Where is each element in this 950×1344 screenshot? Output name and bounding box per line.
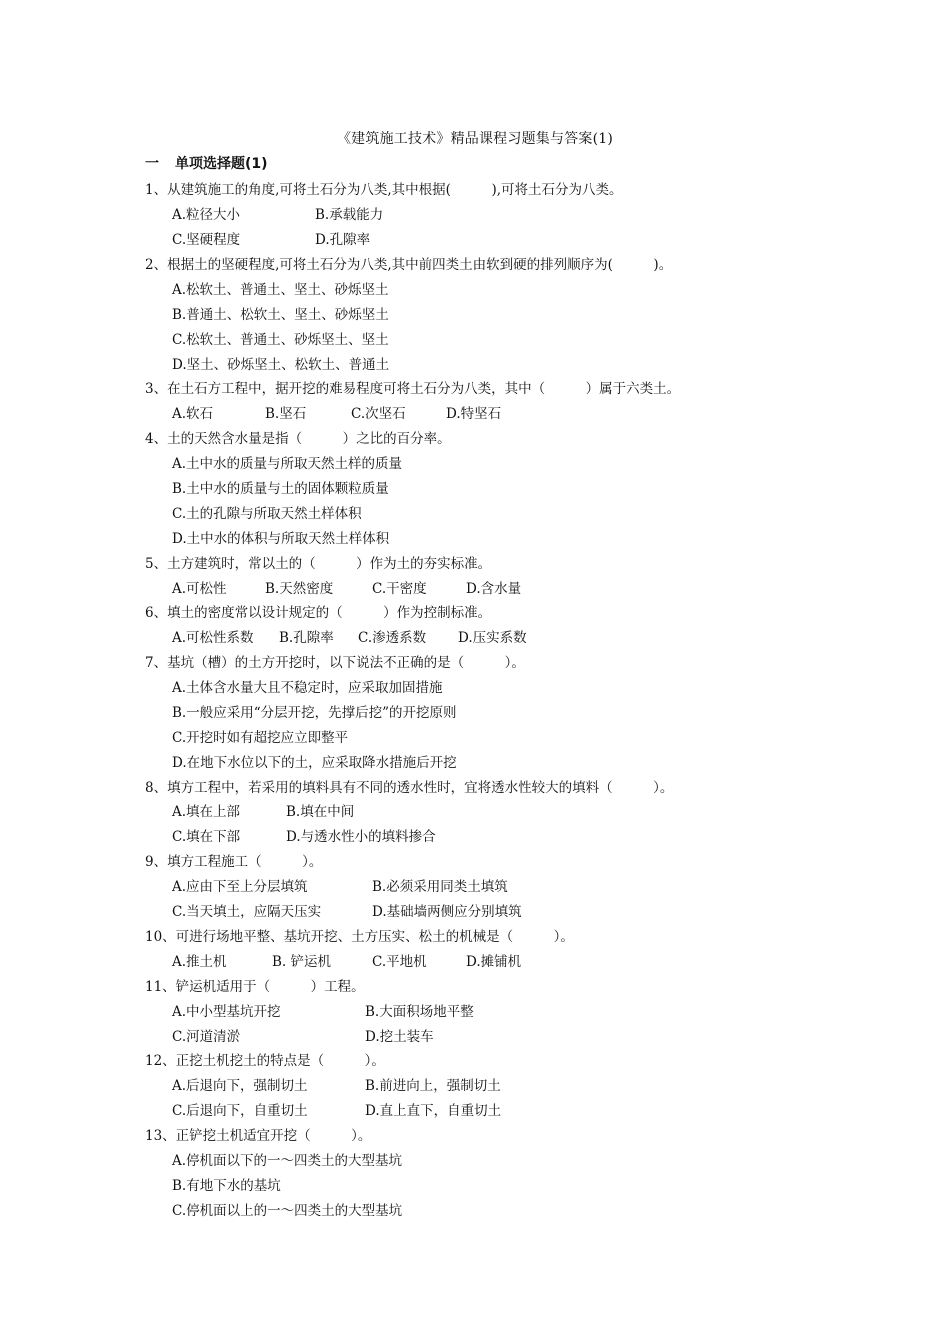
answer-option: A.土体含水量大且不稳定时，应采取加固措施	[172, 680, 443, 696]
answer-option: B.坚石	[265, 406, 307, 422]
answer-option: C.停机面以上的一～四类土的大型基坑	[172, 1203, 403, 1219]
answer-option: D.直上直下，自重切土	[365, 1103, 502, 1119]
section-number: 一	[145, 156, 159, 172]
answer-option: C.开挖时如有超挖应立即整平	[172, 730, 349, 746]
answer-option: C.干密度	[372, 581, 427, 597]
question-stem: 1、从建筑施工的角度,可将土石分为八类,其中根据( ),可将土石分为八类。	[145, 182, 623, 198]
answer-option: C.当天填土，应隔天压实	[172, 904, 322, 920]
answer-option: D.挖土装车	[365, 1029, 434, 1045]
question-stem: 5、土方建筑时，常以土的（ ）作为土的夯实标准。	[145, 556, 492, 572]
answer-option: A.后退向下，强制切土	[172, 1078, 308, 1094]
question-stem: 2、根据土的坚硬程度,可将土石分为八类,其中前四类土由软到硬的排列顺序为( )。	[145, 257, 673, 273]
answer-option: B.土中水的质量与土的固体颗粒质量	[172, 481, 389, 497]
answer-option: B.有地下水的基坑	[172, 1178, 281, 1194]
answer-option: C.次坚石	[351, 406, 406, 422]
question-stem: 4、土的天然含水量是指（ ）之比的百分率。	[145, 431, 451, 447]
answer-option: C.河道清淤	[172, 1029, 241, 1045]
answer-option: A.中小型基坑开挖	[172, 1004, 281, 1020]
answer-option: C.填在下部	[172, 829, 241, 845]
question-stem: 6、填土的密度常以设计规定的（ ）作为控制标准。	[145, 605, 492, 621]
answer-option: C.后退向下，自重切土	[172, 1103, 308, 1119]
answer-option: C.松软土、普通土、砂烁坚土、坚土	[172, 332, 389, 348]
answer-option: B.大面积场地平整	[365, 1004, 474, 1020]
answer-option: A.可松性	[172, 581, 227, 597]
answer-option: D.与透水性小的填料掺合	[286, 829, 436, 845]
answer-option: C.土的孔隙与所取天然土样体积	[172, 506, 362, 522]
answer-option: A.可松性系数	[172, 630, 254, 646]
answer-option: D.孔隙率	[315, 232, 371, 248]
answer-option: D.压实系数	[458, 630, 527, 646]
answer-option: D.含水量	[466, 581, 522, 597]
question-stem: 12、正挖土机挖土的特点是（ ）。	[145, 1053, 385, 1069]
answer-option: D.特坚石	[446, 406, 502, 422]
answer-option: A.推土机	[172, 954, 227, 970]
answer-option: D.土中水的体积与所取天然土样体积	[172, 531, 390, 547]
answer-option: C.坚硬程度	[172, 232, 241, 248]
answer-option: A.土中水的质量与所取天然土样的质量	[172, 456, 403, 472]
question-stem: 9、填方工程施工（ ）。	[145, 854, 323, 870]
question-stem: 3、在土石方工程中，据开挖的难易程度可将土石分为八类，其中（ ）属于六类土。	[145, 381, 681, 397]
answer-option: B.承载能力	[315, 207, 384, 223]
document-title: 《建筑施工技术》精品课程习题集与答案(1)	[336, 131, 614, 147]
answer-option: A.软石	[172, 406, 214, 422]
answer-option: C.平地机	[372, 954, 427, 970]
answer-option: B. 铲运机	[272, 954, 332, 970]
answer-option: B.天然密度	[265, 581, 334, 597]
answer-option: B.普通土、松软土、坚土、砂烁坚土	[172, 307, 389, 323]
question-stem: 11、铲运机适用于（ ）工程。	[145, 979, 365, 995]
answer-option: B.必须采用同类土填筑	[372, 879, 508, 895]
answer-option: A.松软土、普通土、坚土、砂烁坚土	[172, 282, 389, 298]
answer-option: D.摊铺机	[466, 954, 522, 970]
question-stem: 13、正铲挖土机适宜开挖（ ）。	[145, 1128, 372, 1144]
section-label: 单项选择题(1)	[175, 156, 268, 172]
answer-option: D.基础墙两侧应分别填筑	[372, 904, 522, 920]
question-stem: 10、可进行场地平整、基坑开挖、土方压实、松土的机械是（ ）。	[145, 929, 574, 945]
answer-option: C.渗透系数	[358, 630, 427, 646]
section-heading	[145, 153, 268, 173]
answer-option: B.前进向上，强制切土	[365, 1078, 501, 1094]
answer-option: D.在地下水位以下的土，应采取降水措施后开挖	[172, 755, 457, 771]
answer-option: A.停机面以下的一～四类土的大型基坑	[172, 1153, 403, 1169]
answer-option: D.坚土、砂烁坚土、松软土、普通土	[172, 357, 390, 373]
answer-option: A.填在上部	[172, 804, 241, 820]
question-stem: 8、填方工程中，若采用的填料具有不同的透水性时，宜将透水性较大的填料（ ）。	[145, 780, 674, 796]
answer-option: A.应由下至上分层填筑	[172, 879, 308, 895]
answer-option: A.粒径大小	[172, 207, 241, 223]
answer-option: B.填在中间	[286, 804, 355, 820]
question-stem: 7、基坑（槽）的土方开挖时，以下说法不正确的是（ ）。	[145, 655, 525, 671]
answer-option: B.一般应采用“分层开挖，先撑后挖”的开挖原则	[172, 705, 457, 721]
answer-option: B.孔隙率	[279, 630, 334, 646]
